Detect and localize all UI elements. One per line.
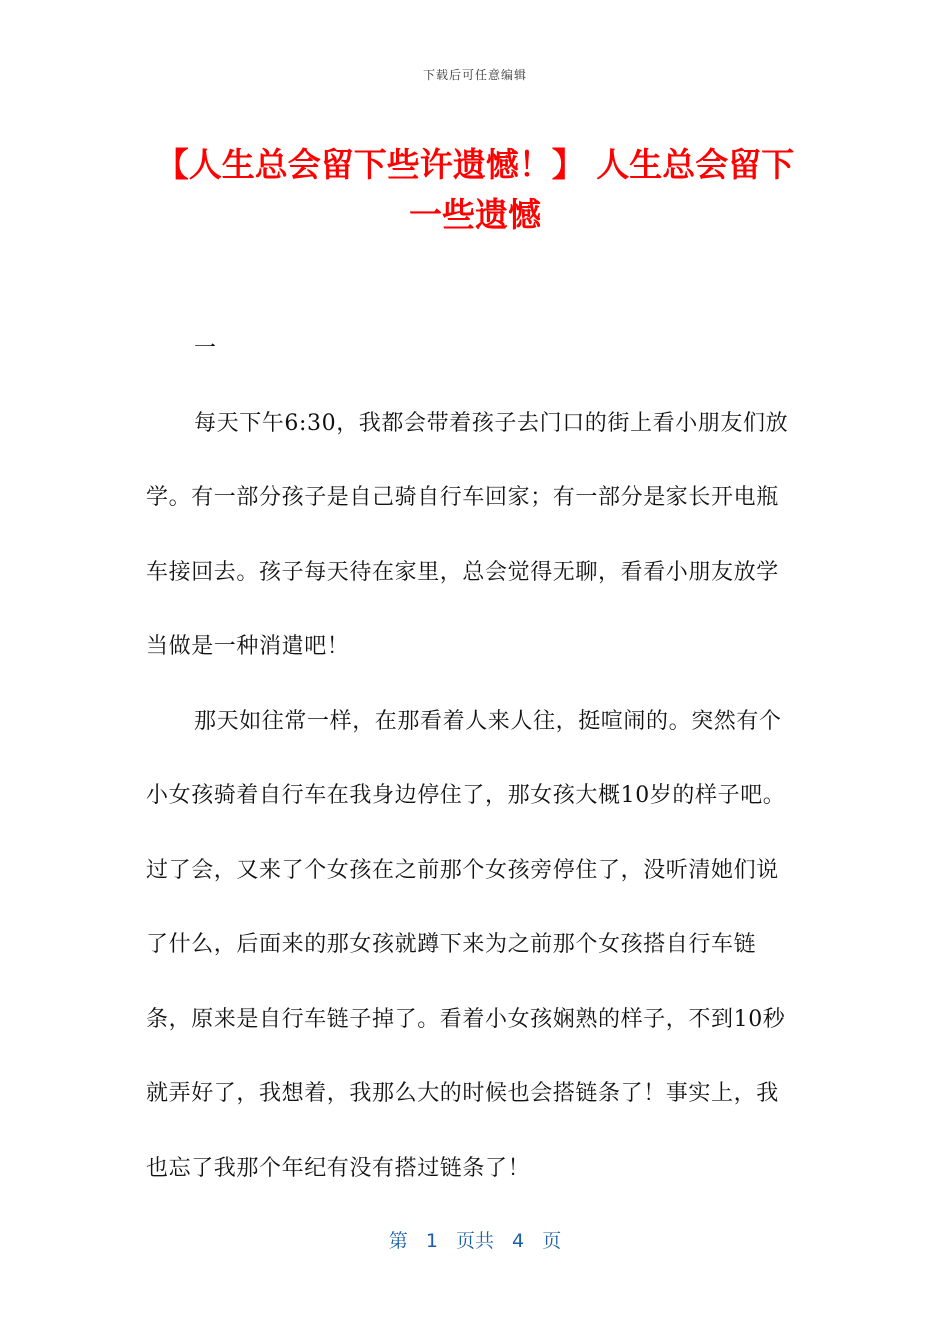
page-footer [0, 1226, 950, 1253]
footer-total-pages: 4 [512, 1230, 525, 1252]
footer-middle: 页共 [455, 1230, 494, 1252]
section-number: 一 [194, 336, 217, 361]
footer-prefix: 第 [388, 1230, 408, 1252]
footer-suffix: 页 [542, 1230, 562, 1252]
document-body [146, 312, 800, 1206]
header-note: 下载后可任意编辑 [422, 68, 527, 82]
paragraph: 那天如往常一样，在那看着人来人往，挺喧闹的。突然有个小女孩骑着自行车在我身边停住了，那女孩大概10岁的样子吧。过了会，又来了个女孩在之前那个女孩旁停住了，没听清她们说了什么，后面来的那女孩就蹲下来为之前那个女孩搭自行车链条，原来是自行车链子掉了。看着小女孩娴熟的样子，不到10秒就弄好了，我想着，我那么大的时候也会搭链条了！事实上，我也忘了我那个年纪有没有搭过链条了！ [146, 708, 786, 1181]
paragraph: 每天下午6:30，我都会带着孩子去门口的街上看小朋友们放学。有一部分孩子是自己骑自行车回家；有一部分是家长开电瓶车接回去。孩子每天待在家里，总会觉得无聊，看看小朋友放学当做是一种消遣吧！ [146, 410, 789, 659]
document-title: 【人生总会留下些许遗憾！】 人生总会留下一些遗憾 [155, 145, 795, 234]
footer-current-page: 1 [425, 1230, 438, 1252]
